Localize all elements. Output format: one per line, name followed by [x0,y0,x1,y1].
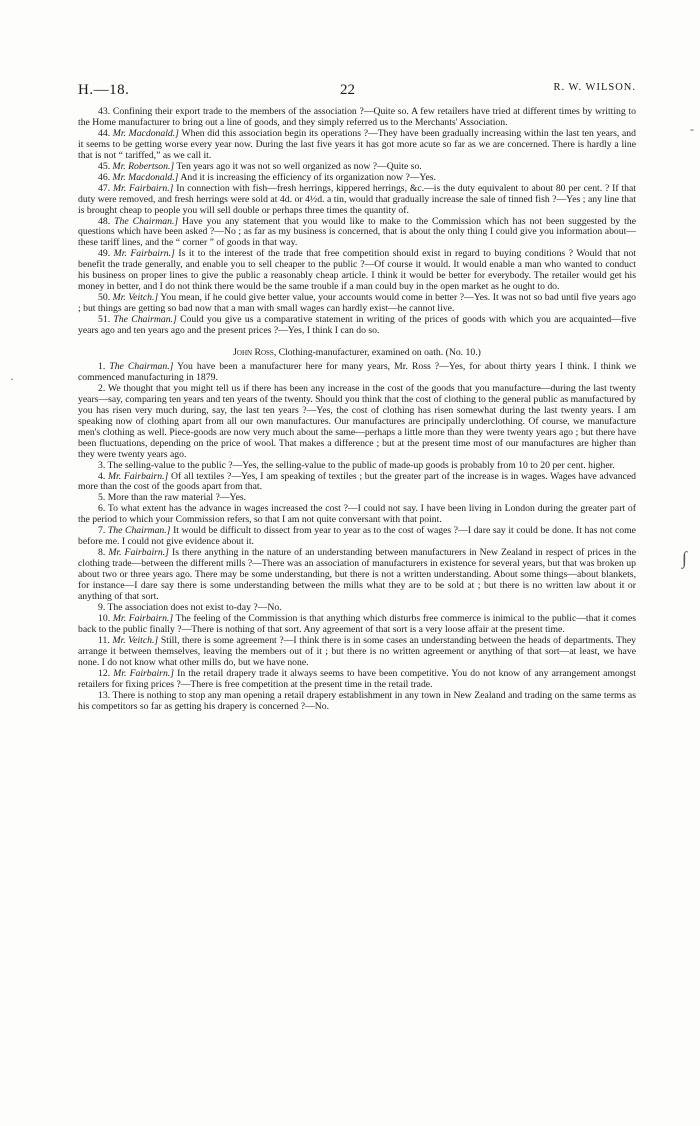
question-number: 51. [98,314,111,326]
qa-paragraph [78,217,636,250]
speaker: The Chairman.] [109,360,174,372]
qa-paragraph [78,504,636,526]
speaker: Mr. Fairbairn.] [113,248,175,260]
question-number: 1. [98,360,106,372]
witness-description: , Clothing-manufacturer, examined on oath. (No. 10.) [273,347,481,359]
question-number: 9. [98,601,106,613]
qa-text: Is there anything in the nature of an understanding between manufacturers in New Zealand in respect of prices in the clothing trade—between the different mills ?—There was an association of manufacturers in existence for several years, but that was broken up about two or three years ago. There may be some understanding, but there is not a written understanding. About some things—about blankets, for instance—I dare say there is some understanding between the mills what they are to be sold at ; but there is no written law about it or anything of that sort. [78,547,636,602]
question-number: 6. [98,503,106,515]
speaker: Mr. Macdonald.] [112,127,179,139]
qa-text: More than the raw material ?—Yes. [107,492,247,504]
question-number: 2. [98,382,106,394]
qa-paragraph [78,129,636,162]
margin-mark: ‐ [690,122,694,136]
qa-paragraph [78,472,636,494]
running-head-witness: R. W. WILSON. [553,82,636,93]
qa-text: In connection with fish—fresh herrings, kippered herrings, &c.—is the duty equivalent to about 80 per cent. ? If that duty were removed, and fresh herrings were sold at 4d. or 4½d. a tin, would that gradually increase the sale of tinned fish ?—Yes ; any line that is brought cheap to people you will sell double or perhaps three times the quantity of. [78,182,636,216]
speaker: Mr. Veitch.] [112,634,159,646]
question-number: 7. [98,525,106,537]
page-header [78,82,636,102]
qa-text: Ten years ago it was not so well organized as now ?—Quite so. [176,160,422,172]
qa-paragraph [78,315,636,337]
question-number: 45. [98,160,111,172]
qa-text: Is it to the interest of the trade that free competition should exist in regard to buying conditions ? Would that not benefit the trade generally, and enable you to sell cheaper to the public ?—Of course it would. It would enable a man who wanted to conduct his business on proper lines to give the public a reasonably cheap article. I think it would be better for everybody. The retailer would get his money in better, and I do not think there would be the same trouble if a man could buy in the open market as he ought to do. [78,248,636,293]
question-number: 12. [98,667,111,679]
question-number: 5. [98,492,106,504]
qa-text: Could you give us a comparative statement in writing of the prices of goods with which you are acquainted—five years ago and ten years ago and the present prices ?—Yes, I think I can do so. [78,314,637,337]
question-number: 48. [98,215,111,227]
qa-paragraph [78,636,636,669]
qa-text: When did this association begin its operations ?—They have been gradually increasing within the last ten years, and it seems to be getting worse every year now. During the last five years it has got more acute so far as we are concerned. There is hardly a line that is not “ tariffed,” as we call it. [78,127,636,161]
qa-text: The feeling of the Commission is that anything which disturbs free commerce is inimical to the public—that it comes back to the public finally ?—There is nothing of that sort. Any agreement of that sort is a very loose affair at the present time. [78,612,637,635]
question-number: 13. [98,689,111,701]
qa-text: Confining their export trade to the members of the association ?—Quite so. A few retailers have tried at different times by writting to the Home manufacturer to bring out a line of goods, and they simply referred us to the Merchants' Association. [78,106,637,128]
qa-paragraph [78,526,636,548]
qa-paragraph [78,691,636,713]
speaker: Mr. Robertson.] [112,160,175,172]
evidence-section-1 [78,107,636,337]
qa-paragraph [78,293,636,315]
document-code: H.—18. [78,82,130,98]
question-number: 47. [98,182,111,194]
witness-heading [78,348,636,359]
qa-text: We thought that you might tell us if there has been any increase in the cost of the goods that you manufacture—during the last twenty years—say, comparing ten years and ten years of the twenty. Should you think that the cost of clothing to the general public as manufactured by you has risen very much during, say, the last ten years ?—Yes, the cost of clothing has risen somewhat during the last twenty years. I am speaking now of clothing apart from all our own manufactures. Our manufactures are principally underclothing. Of course, we manufacture men's clothing as well. Piece-goods are now very much about the same—perhaps a little more than they were twenty years ago ; but there have been fluctuations, depending on the price of wool. That makes a difference ; but at the present time most of our manufactures are higher than they were twenty years ago. [78,382,637,460]
question-number: 11. [98,634,110,646]
speaker: The Chairman.] [114,215,179,227]
question-number: 4. [98,470,106,482]
margin-mark: · [10,372,14,386]
speaker: Mr. Fairbairn.] [113,667,174,679]
qa-paragraph [78,669,636,691]
speaker: Mr. Veitch.] [112,292,159,304]
evidence-section-2 [78,362,636,713]
qa-paragraph [78,614,636,636]
witness-name: John Ross [233,347,274,359]
speaker: Mr. Fairbairn.] [107,470,169,482]
qa-paragraph [78,548,636,603]
qa-text: Have you any statement that you would like to make to the Commission which has not been suggested by the questions which have been asked ?—No ; as far as my business is concerned, that is about the only thing I could give you information about—these tariff lines, and the “ corner ” of goods in that way. [78,215,637,249]
speaker: Mr. Fairbairn.] [112,182,174,194]
speaker: Mr. Fairbairn.] [108,547,169,559]
qa-text: You have been a manufacturer here for many years, Mr. Ross ?—Yes, for about thirty years I think. I think we commenced manufacturing in 1879. [78,360,637,383]
qa-paragraph [78,184,636,217]
qa-paragraph [78,107,636,129]
question-number: 50. [98,292,111,304]
speaker: The Chairman.] [107,525,171,537]
speaker: The Chairman.] [113,314,177,326]
qa-text: Still, there is some agreement ?—I think there is in some cases an understanding between the heads of departments. They arrange it between themselves, leaving the members out of it ; but there is no written agreement or anything of that sort—at least, we have none. I do not know what other mills do, but we have none. [78,634,637,668]
page-number: 22 [340,82,355,98]
page-body [78,107,636,712]
qa-text: The association does not exist to-day ?—No. [107,601,282,613]
question-number: 49. [98,248,111,260]
qa-text: It would be difficult to dissect from year to year as to the cost of wages ?—I dare say it could be done. It has not come before me. I could not give evidence about it. [78,525,636,548]
qa-text: And it is increasing the efficiency of its organization now ?—Yes. [180,171,436,183]
qa-text: In the retail drapery trade it always seems to have been competitive. You do not know of any arrangement amongst retailers for fixing prices ?—There is free competition at the present time in the retail trade. [78,667,636,690]
margin-mark: ∫ [682,548,687,568]
qa-text: To what extent has the advance in wages increased the cost ?—I could not say. I have been living in London during the greater part of the period to which your Commission refers, so that I am not quite conversant with that point. [78,503,636,526]
question-number: 10. [98,612,111,624]
question-number: 8. [98,547,106,559]
qa-text: The selling-value to the public ?—Yes, the selling-value to the public of made-up goods is probably from 10 to 20 per cent. higher. [107,459,615,471]
qa-paragraph [78,249,636,293]
qa-text: There is nothing to stop any man opening a retail drapery establishment in any town in New Zealand and trading on the same terms as his competitors so far as getting his drapery is concerned ?—No. [78,689,636,712]
qa-paragraph [78,384,636,461]
question-number: 3. [98,459,106,471]
question-number: 46. [98,171,111,183]
qa-text: Of all textiles ?—Yes, I am speaking of textiles ; but the greater part of the increase is in wages. Wages have advanced more than the cost of the goods apart from that. [78,470,636,493]
speaker: Mr. Macdonald.] [112,171,179,183]
qa-text: You mean, if he could give better value, your accounts would come in better ?—Yes. It was not so bad until five years ago ; but things are getting so bad now that a man with small wages can hardly exist—he cannot live. [78,292,637,315]
qa-paragraph [78,362,636,384]
question-number: 43. [98,106,111,117]
question-number: 44. [98,127,111,139]
speaker: Mr. Fairbairn.] [112,612,174,624]
